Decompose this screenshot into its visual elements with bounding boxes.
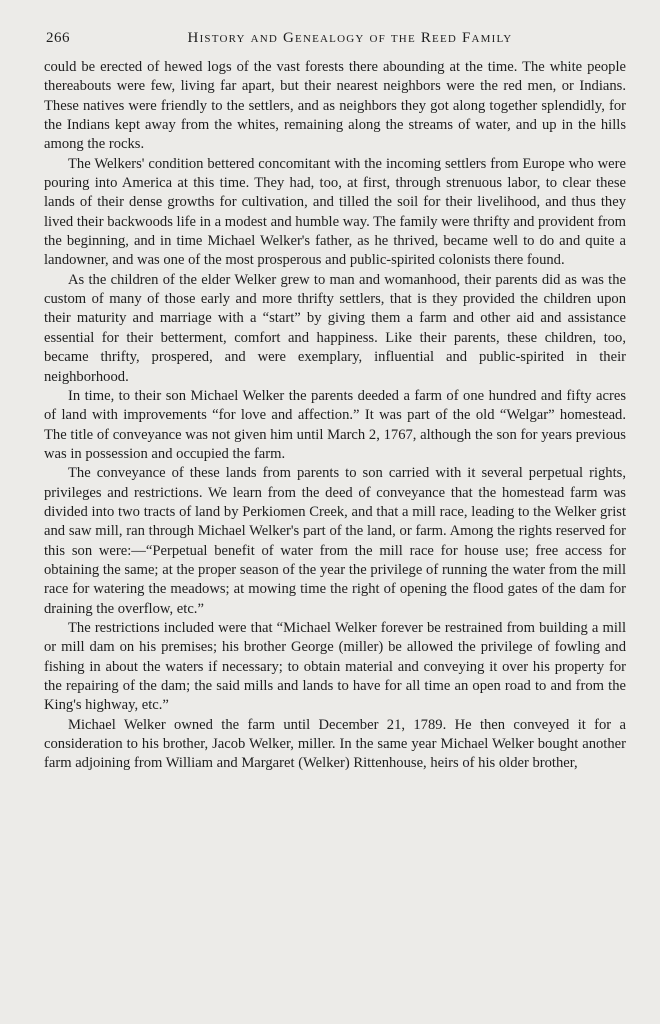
paragraph: As the children of the elder Welker grew to man and womanhood, their parents did as was the custom of many of those early and more thrifty settlers, that is they provided the children upon their maturity and marriage with a “start” by giving them a farm and other aid and assistance essential for their betterment, comfort and happiness. Like their parents, these children, too, became thrifty, prospered, and were exemplary, influential and public-spirited in their neighborhood. bbox=[44, 271, 626, 385]
body-text bbox=[44, 58, 626, 774]
paragraph: In time, to their son Michael Welker the parents deeded a farm of one hundred and fifty acres of land with improvements “for love and affection.” It was part of the old “Welgar” homestead. The title of conveyance was not given him until March 2, 1767, although the son for years previous was in possession and occupied the farm. bbox=[44, 387, 626, 462]
paragraph: The conveyance of these lands from parents to son carried with it several perpetual rights, privileges and restrictions. We learn from the deed of conveyance that the homestead farm was divided into two tracts of land by Perkiomen Creek, and that a mill race, leading to the Welker grist and saw mill, ran through Michael Welker's part of the land, or farm. Among the rights reserved for this son were:—“Perpetual benefit of water from the mill race for house use; free access for obtaining the same; at the proper season of the year the privilege of running the water from the mill race for watering the meadows; at mowing time the right of opening the flood gates of the dam for draining the overflow, etc.” bbox=[44, 465, 626, 617]
running-title: History and Genealogy of the Reed Family bbox=[187, 30, 513, 46]
paragraph: Michael Welker owned the farm until December 21, 1789. He then conveyed it for a consideration to his brother, Jacob Welker, miller. In the same year Michael Welker bought another farm adjoining from William and Margaret (Welker) Rittenhouse, heirs of his older brother, bbox=[44, 716, 626, 772]
paragraph: The restrictions included were that “Michael Welker forever be restrained from building a mill or mill dam on his premises; his brother George (miller) be allowed the privilege of fowling and fishing in about the waters if necessary; to obtain material and conveying it over his property for the repairing of the dam; the said mills and lands to have for all time an open road to and from the King's highway, etc.” bbox=[44, 619, 626, 714]
page-number: 266 bbox=[46, 30, 70, 46]
page-header bbox=[44, 30, 626, 52]
paragraph: could be erected of hewed logs of the vast forests there abounding at the time. The white people thereabouts were few, living far apart, but their nearest neighbors were the red men, or Indians. These natives were friendly to the settlers, and as neighbors they got along together splendidly, for the Indians kept away from the whites, remaining along the streams of water, and up in the hills among the rocks. bbox=[44, 59, 626, 153]
paragraph: The Welkers' condition bettered concomitant with the incoming settlers from Europe who were pouring into America at this time. They had, too, at first, through strenuous labor, to clear these lands of their dense growths for cultivation, and tilled the soil for their livelihood, and thus they lived their backwoods life in a modest and humble way. The family were thrifty and provident from the beginning, and in time Michael Welker's father, as he thrived, became well to do and quite a landowner, and was one of the most prosperous and public-spirited colonists there found. bbox=[44, 155, 626, 269]
